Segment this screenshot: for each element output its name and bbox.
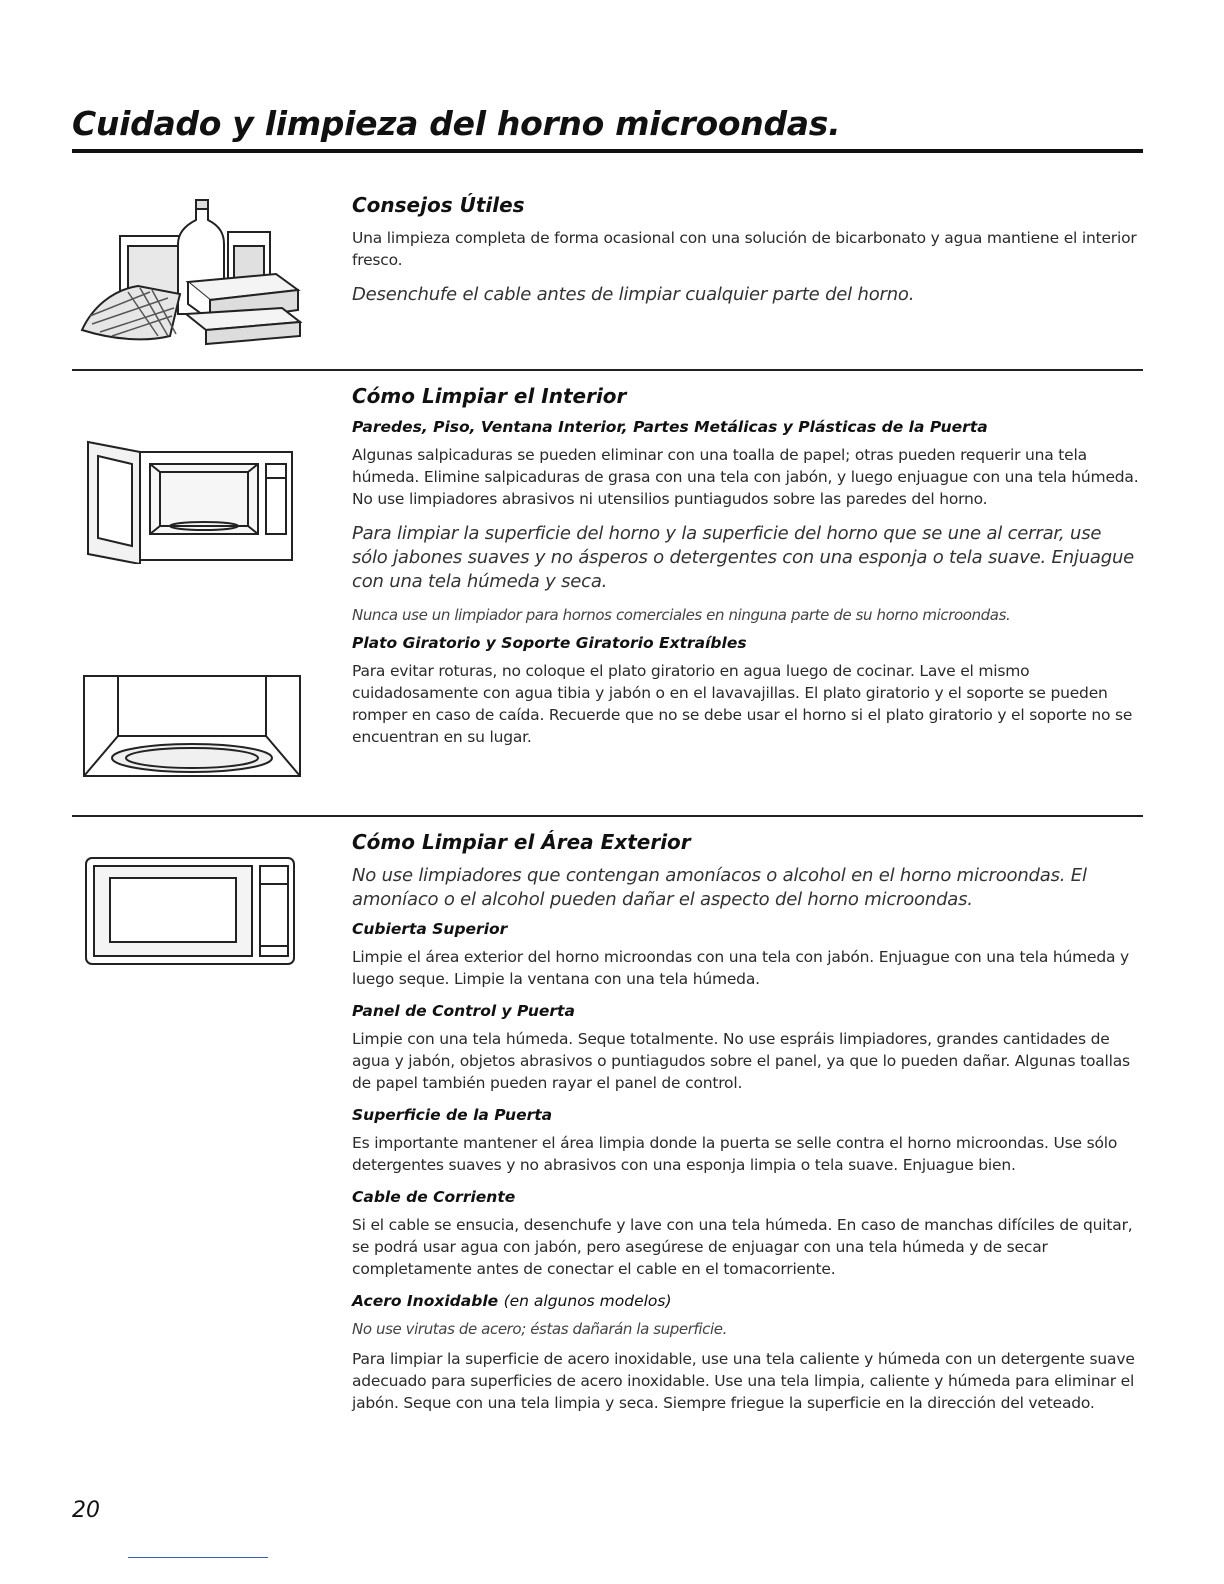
interior-section [352,384,1142,760]
exterior-panel-text: Limpie con una tela húmeda. Seque totalmente. No use espráis limpiadores, grandes cantidades de agua y jabón, objetos abrasivos o puntiagudos sobre el panel, ya que lo pueden dañar. Algunas toallas de papel también pueden rayar el panel de control. [352,1030,1130,1092]
steel-heading-note: (en algunos modelos) [503,1292,672,1310]
interior-heading: Cómo Limpiar el Interior [352,384,627,408]
interior-warning: Nunca use un limpiador para hornos comerciales en ninguna parte de su horno microondas. [352,606,1011,624]
consejos-section [352,193,1142,317]
exterior-door-text: Es importante mantener el área limpia donde la puerta se selle contra el horno microondas. Use sólo detergentes suaves y no abrasivos con una esponja limpia o tela suave. Enjuague bien. [352,1134,1118,1174]
interior-subheading-turntable: Plato Giratorio y Soporte Giratorio Extraíbles [352,634,747,652]
interior-walls-text: Algunas salpicaduras se pueden eliminar con una toalla de papel; otras pueden requerir una tela húmeda. Elimine salpicaduras de grasa con una tela con jabón, y luego enjuague con una tela húmeda. No use limpiadores abrasivos ni utensilios puntiagudos sobre las paredes del horno. [352,446,1139,508]
exterior-top-text: Limpie el área exterior del horno microondas con una tela con jabón. Enjuague con una tela húmeda y luego seque. Limpie la ventana con una tela húmeda. [352,948,1129,988]
exterior-heading: Cómo Limpiar el Área Exterior [352,830,691,854]
steel-heading-text: Acero Inoxidable [352,1292,499,1310]
turntable-illustration [82,674,302,778]
exterior-cord-text: Si el cable se ensucia, desenchufe y lave con una tela húmeda. En caso de manchas difíciles de quitar, se podrá usar agua con jabón, pero asegúrese de enjuagar con una tela húmeda y de secar completamente antes de conectar el cable en el tomacorriente. [352,1216,1133,1278]
exterior-steel-text: Para limpiar la superficie de acero inoxidable, use una tela caliente y húmeda con un detergente suave adecuado para superficies de acero inoxidable. Use una tela limpia, caliente y húmeda para eliminar el jabón. Seque con una tela limpia y seca. Siempre friegue la superficie en la dirección del veteado. [352,1350,1135,1412]
section-divider [72,815,1143,817]
exterior-subheading-top: Cubierta Superior [352,920,508,938]
interior-subheading-walls: Paredes, Piso, Ventana Interior, Partes Metálicas y Plásticas de la Puerta [352,418,988,436]
exterior-italic-warning: No use limpiadores que contengan amoníacos o alcohol en el horno microondas. El amoníaco o el alcohol pueden dañar el aspecto del horno microondas. [352,865,1087,910]
exterior-subheading-door: Superficie de la Puerta [352,1106,553,1124]
footer-line [128,1557,268,1558]
closed-microwave-illustration [84,856,298,968]
exterior-subheading-steel [352,1292,1142,1310]
exterior-steel-warning: No use virutas de acero; éstas dañarán la superficie. [352,1320,727,1338]
consejos-heading: Consejos Útiles [352,193,525,217]
consejos-text: Una limpieza completa de forma ocasional con una solución de bicarbonato y agua mantiene el interior fresco. [352,229,1137,269]
open-microwave-illustration [84,438,296,564]
page-title: Cuidado y limpieza del horno microondas. [72,104,841,143]
cleaning-supplies-illustration [78,196,314,352]
exterior-subheading-panel: Panel de Control y Puerta [352,1002,575,1020]
interior-turntable-text: Para evitar roturas, no coloque el plato giratorio en agua luego de cocinar. Lave el mismo cuidadosamente con agua tibia y jabón o en el lavavajillas. El plato giratorio y el soporte se pueden romper en caso de caída. Recuerde que no se debe usar el horno si el plato giratorio y el soporte no se encuentran en su lugar. [352,662,1133,746]
exterior-subheading-cord: Cable de Corriente [352,1188,516,1206]
section-divider [72,369,1143,371]
interior-italic-note: Para limpiar la superficie del horno y la superficie del horno que se une al cerrar, use sólo jabones suaves y no ásperos o detergentes con una esponja o tela suave. Enjuague con una tela húmeda y seca. [352,523,1135,592]
page-number: 20 [72,1498,100,1523]
exterior-section [352,830,1142,1426]
title-underline [72,149,1143,153]
consejos-note: Desenchufe el cable antes de limpiar cualquier parte del horno. [352,284,915,305]
